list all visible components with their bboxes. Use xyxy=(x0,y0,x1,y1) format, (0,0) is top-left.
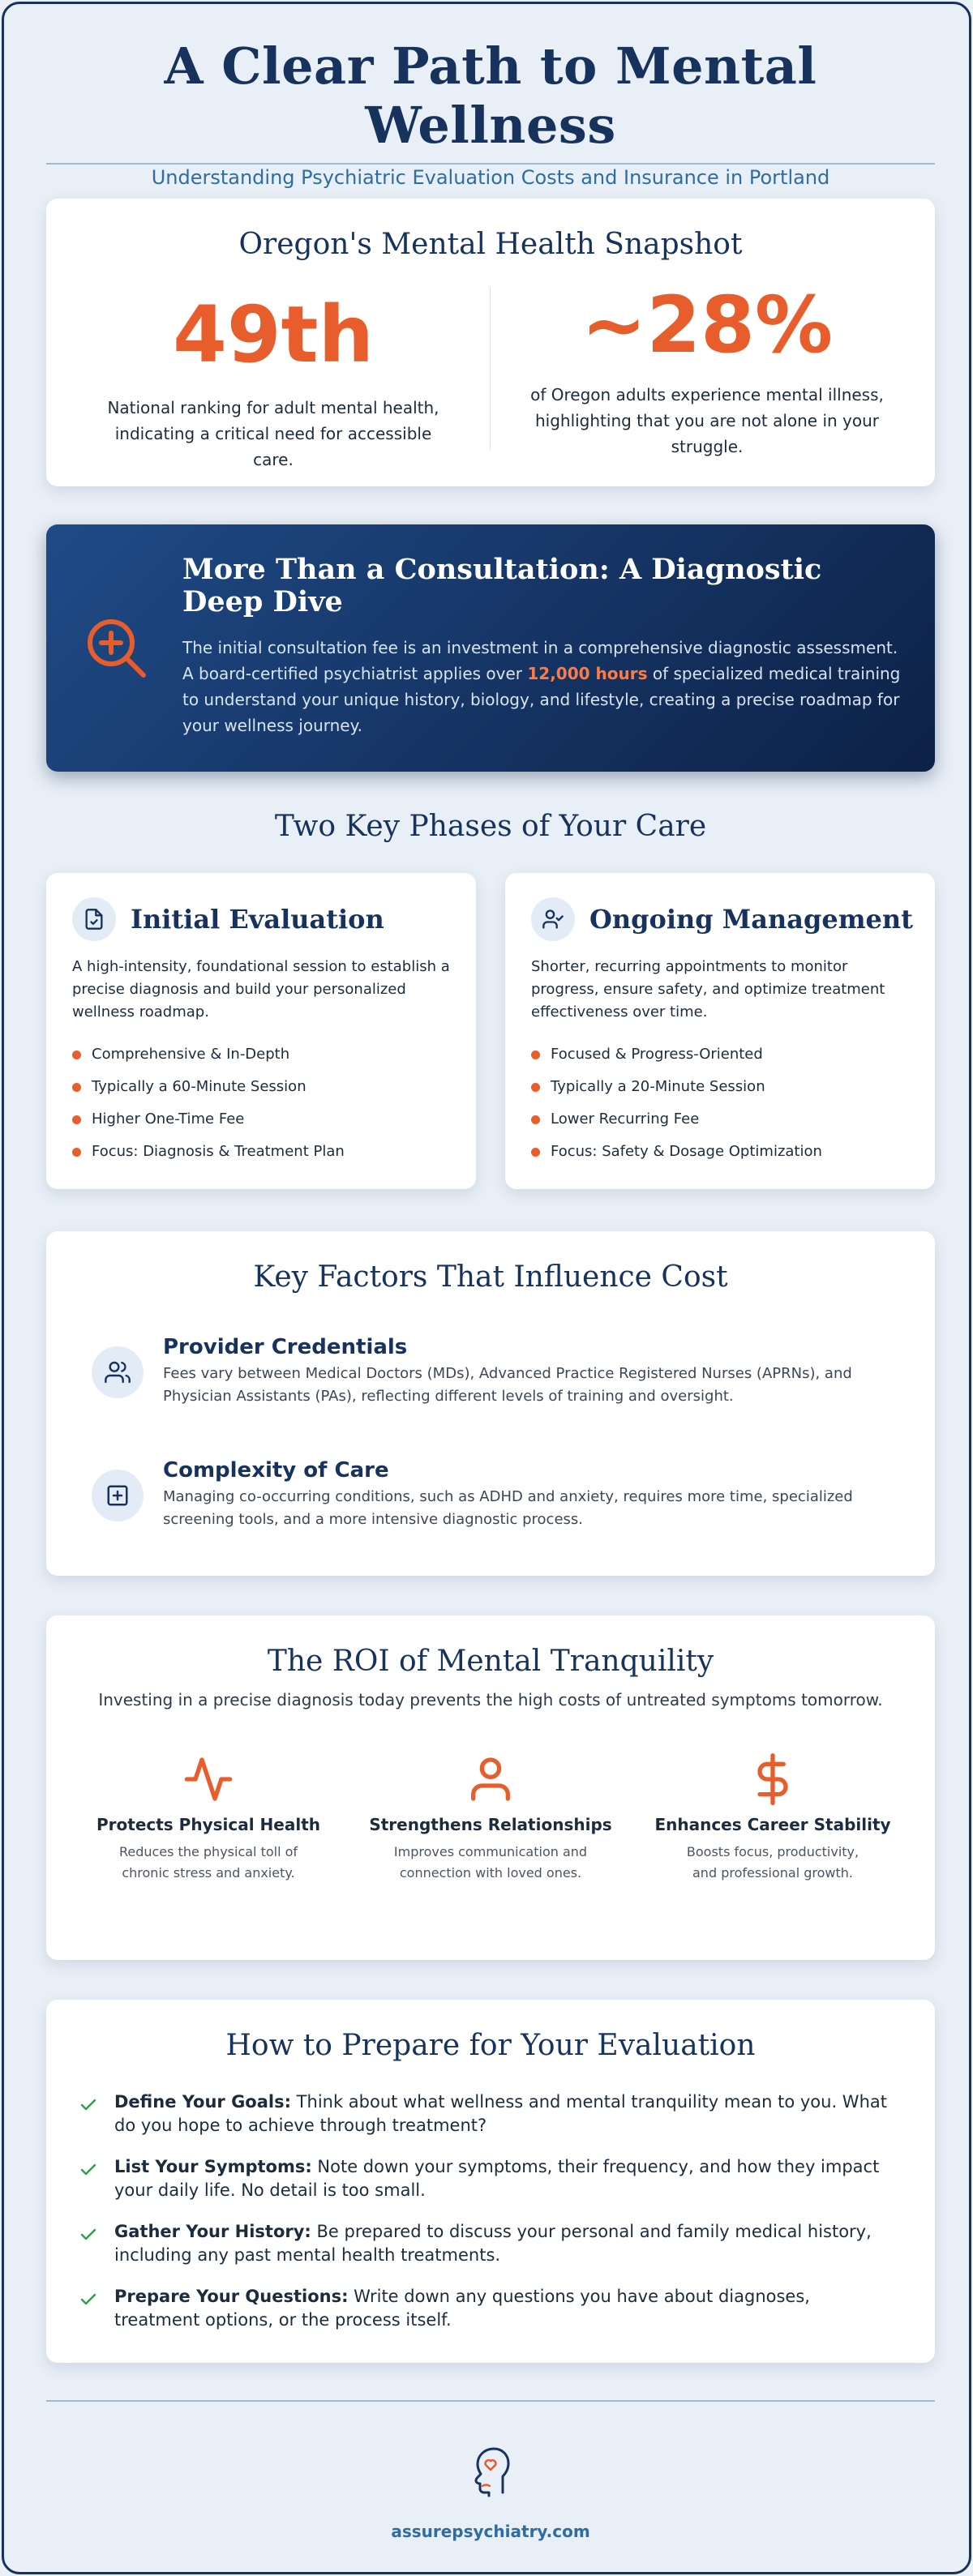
list-item xyxy=(114,2285,893,2332)
page-subtitle: Understanding Psychiatric Evaluation Costs and Insurance in Portland xyxy=(151,166,830,189)
phase-title: Initial Evaluation xyxy=(131,904,384,935)
roi-item-description: Reduces the physical toll of chronic stress and anxiety. xyxy=(118,1844,298,1881)
check-label: Define Your Goals: xyxy=(114,2092,291,2112)
phase-description: A high-intensity, foundational session to establish a precise diagnosis and build your personalized wellness roadmap. xyxy=(72,958,450,1021)
factor-title: Provider Credentials xyxy=(163,1335,408,1359)
roi-item-description: Boosts focus, productivity, and professional growth. xyxy=(686,1844,859,1881)
head-heart-logo-icon xyxy=(466,2444,515,2497)
activity-icon xyxy=(87,1753,330,1810)
diagnostic-highlight: 12,000 hours xyxy=(527,664,648,683)
list-item: Comprehensive & In-Depth xyxy=(72,1038,453,1071)
phase-description: Shorter, recurring appointments to monitor progress, ensure safety, and optimize treatment effectiveness over time. xyxy=(531,958,885,1021)
footer xyxy=(46,2444,935,2541)
document-check-icon xyxy=(72,897,116,941)
roi-item-description: Improves communication and connection with loved ones. xyxy=(393,1844,588,1881)
stat-description: of Oregon adults experience mental illness, highlighting that you are not alone in your struggle. xyxy=(530,385,884,456)
diagnostic-text xyxy=(182,635,904,738)
stat-prevalence xyxy=(517,280,898,460)
header xyxy=(46,36,935,189)
header-divider xyxy=(46,163,935,165)
search-plus-icon xyxy=(82,614,150,682)
factors-title: Key Factors That Influence Cost xyxy=(253,1260,728,1294)
check-text: Think about what wellness and mental tranquility mean to you. What do you hope to achieve through treatment? xyxy=(114,2092,887,2135)
list-item: Focus: Safety & Dosage Optimization xyxy=(531,1136,912,1168)
check-icon xyxy=(79,2095,98,2118)
factor-description: Fees vary between Medical Doctors (MDs), Advanced Practice Registered Nurses (APRNs), and Physician Assistants (PAs), reflecting different levels of training and oversight. xyxy=(163,1365,852,1405)
phases-title: Two Key Phases of Your Care xyxy=(274,810,707,843)
diagnostic-title: More Than a Consultation: A Diagnostic Deep Dive xyxy=(182,553,822,618)
footer-divider xyxy=(46,2400,935,2402)
list-item: Typically a 20-Minute Session xyxy=(531,1071,912,1103)
stat-value: 49th xyxy=(173,289,374,380)
stat-description: National ranking for adult mental health, indicating a critical need for accessible care. xyxy=(107,398,439,469)
diagnostic-card xyxy=(46,524,935,772)
check-text: Write down any questions you have about diagnoses, treatment options, or the process itself. xyxy=(114,2287,810,2330)
list-item: Lower Recurring Fee xyxy=(531,1103,912,1136)
phase-card-initial xyxy=(46,873,476,1189)
check-icon xyxy=(79,2160,98,2183)
list-item xyxy=(114,2155,893,2202)
stat-ranking xyxy=(95,289,452,473)
list-item xyxy=(114,2090,893,2137)
roi-item-title: Strengthens Relationships xyxy=(369,1815,612,1834)
users-icon xyxy=(92,1346,144,1398)
factors-card xyxy=(46,1231,935,1576)
phase-bullet-list xyxy=(72,1038,453,1168)
check-label: Prepare Your Questions: xyxy=(114,2287,349,2306)
roi-item-relationships xyxy=(369,1753,612,1884)
roi-item-title: Enhances Career Stability xyxy=(654,1815,891,1834)
phase-card-ongoing xyxy=(505,873,935,1189)
stat-divider xyxy=(490,288,491,450)
roi-card xyxy=(46,1615,935,1960)
roi-title: The ROI of Mental Tranquility xyxy=(267,1645,714,1678)
factor-description: Managing co-occurring conditions, such as ADHD and anxiety, requires more time, specialized screening tools, and a more intensive diagnostic process. xyxy=(163,1488,853,1528)
roi-item-health xyxy=(87,1753,330,1884)
list-item xyxy=(114,2220,893,2267)
diagnostic-text-before: The initial consultation fee is an investment in a comprehensive diagnostic assessment. A board-certified psychiatrist applies over xyxy=(182,638,898,683)
user-icon xyxy=(369,1753,612,1810)
roi-subtitle: Investing in a precise diagnosis today prevents the high costs of untreated symptoms tomorrow. xyxy=(98,1690,883,1709)
diagnostic-text-after: of specialized medical training to understand your unique history, biology, and lifestyle, creating a precise roadmap for your wellness journey. xyxy=(182,664,901,735)
plus-square-icon xyxy=(92,1470,144,1521)
footer-website-link[interactable]: assurepsychiatry.com xyxy=(391,2522,590,2541)
user-check-icon xyxy=(531,897,575,941)
check-text: Note down your symptoms, their frequency, and how they impact your daily life. No detail is too small. xyxy=(114,2157,880,2200)
list-item: Focus: Diagnosis & Treatment Plan xyxy=(72,1136,453,1168)
dollar-icon xyxy=(651,1753,894,1810)
roi-item-career xyxy=(651,1753,894,1884)
snapshot-title: Oregon's Mental Health Snapshot xyxy=(238,228,743,261)
check-icon xyxy=(79,2225,98,2248)
check-text: Be prepared to discuss your personal and family medical history, including any past mental health treatments. xyxy=(114,2222,872,2265)
prepare-title: How to Prepare for Your Evaluation xyxy=(225,2029,756,2062)
list-item: Typically a 60-Minute Session xyxy=(72,1071,453,1103)
factor-title: Complexity of Care xyxy=(163,1458,389,1483)
check-label: List Your Symptoms: xyxy=(114,2157,312,2176)
roi-item-title: Protects Physical Health xyxy=(96,1815,320,1834)
snapshot-card xyxy=(46,199,935,486)
prepare-card xyxy=(46,2000,935,2363)
list-item: Focused & Progress-Oriented xyxy=(531,1038,912,1071)
check-label: Gather Your History: xyxy=(114,2222,311,2241)
phase-title: Ongoing Management xyxy=(589,904,913,935)
check-icon xyxy=(79,2290,98,2313)
stat-value: ~28% xyxy=(581,280,834,370)
list-item: Higher One-Time Fee xyxy=(72,1103,453,1136)
phase-bullet-list xyxy=(531,1038,912,1168)
page-frame xyxy=(2,2,971,2574)
page-title: A Clear Path to Mental Wellness xyxy=(164,36,817,155)
